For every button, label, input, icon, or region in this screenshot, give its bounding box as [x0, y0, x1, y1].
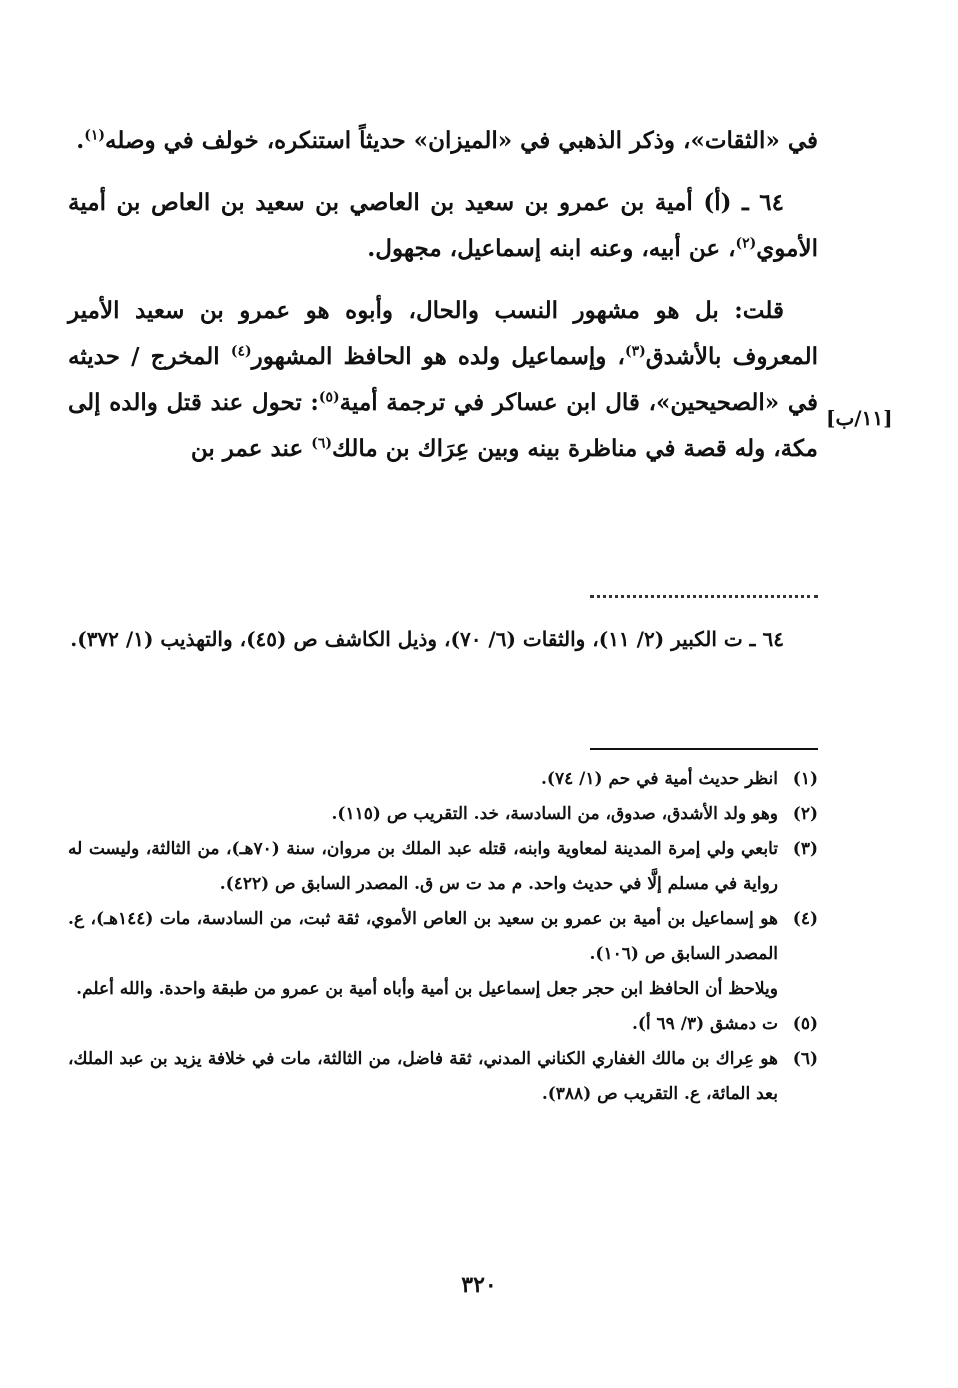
source-references: ٦٤ ـ ت الكبير (٢/ ١١)، والثقات (٦/ ٧٠)، وذيل الكاشف ص (٤٥)، والتهذيب (١/ ٣٧٢). — [70, 627, 784, 651]
entry-heading-64 — [68, 180, 818, 272]
footnotes — [68, 762, 818, 1112]
paragraph-continuation — [68, 118, 818, 164]
entry-text: ، عن أبيه، وعنه ابنه إسماعيل، مجهول. — [367, 235, 736, 262]
footnote-text: هو إسماعيل بن أمية بن عمرو بن سعيد بن العاص الأموي، ثقة ثبت، من السادسة، مات (١٤٤هـ)، ع. المصدر السابق ص (١٠٦). — [68, 909, 778, 964]
footnote — [68, 797, 818, 832]
footnote-ref-1[interactable]: (١) — [84, 127, 106, 144]
footnote — [68, 902, 818, 972]
footnote-text: وهو ولد الأشدق، صدوق، من السادسة، خد. التقريب ص (١١٥). — [331, 804, 778, 824]
footnote-number: (٥) — [792, 1014, 818, 1034]
paragraph-text: . — [76, 127, 85, 154]
footnote-number: (٤) — [792, 909, 818, 929]
paragraph-text: ، وإسماعيل ولده هو الحافظ المشهور — [251, 343, 625, 370]
commentary-paragraph — [68, 288, 818, 472]
paragraph-text: المخرج / حديثه في «الصحيحين»، قال ابن عساكر في ترجمة أمية — [68, 343, 818, 416]
footnote — [68, 832, 818, 902]
footnote-ref-3[interactable]: (٣) — [624, 343, 646, 360]
paragraph-text: عند عمر بن — [190, 435, 312, 462]
paragraph-text: في «الثقات»، وذكر الذهبي في «الميزان» حديثاً استنكره، خولف في وصله — [105, 127, 818, 154]
footnote-ref-5[interactable]: (٥) — [318, 389, 340, 406]
footnote-text: هو عِراك بن مالك الغفاري الكناني المدني، ثقة فاضل، من الثالثة، مات في خلافة يزيد بن عبد الملك، بعد المائة، ع. التقريب ص (٣٨٨). — [68, 1049, 778, 1104]
footnote — [68, 1042, 818, 1112]
footnote-number: (٢) — [792, 804, 818, 824]
footnote-text: ت دمشق (٣/ ٦٩ أ). — [631, 1014, 778, 1034]
footnote-number: (٦) — [792, 1049, 818, 1069]
dotted-separator — [590, 595, 818, 598]
footnote — [68, 1007, 818, 1042]
footnote-text: تابعي ولي إمرة المدينة لمعاوية وابنه، قتله عبد الملك بن مروان، سنة (٧٠هـ)، من الثالثة، وليست له رواية في مسلم إلَّا في حديث واحد. م مد ت س ق. المصدر السابق ص (٤٢٢). — [68, 839, 778, 894]
footnote-ref-4[interactable]: (٤) — [230, 343, 252, 360]
page-number: ٣٢٠ — [461, 1272, 497, 1298]
footnote-number: (١) — [792, 769, 818, 789]
paragraph-text: قلت: بل هو مشهور النسب والحال، وأبوه هو عمرو بن سعيد الأمير المعروف بالأشدق — [68, 297, 819, 370]
footnote-ref-6[interactable]: (٦) — [311, 435, 332, 452]
footnote-text: انظر حديث أمية في حم (١/ ٧٤). — [541, 769, 778, 789]
paragraph-text: : تحول عند قتل والده إلى مكة، وله قصة في مناظرة بينه وبين عِرَاك بن مالك — [68, 389, 818, 462]
manuscript-folio-marker: [١١/ب] — [826, 406, 893, 430]
footnote-ref-2[interactable]: (٢) — [735, 235, 757, 252]
footnote-text-continued: ويلاحظ أن الحافظ ابن حجر جعل إسماعيل بن أمية وأباه أمية بن عمرو من طبقة واحدة. والله أعلم. — [76, 979, 778, 999]
footnote — [68, 762, 818, 797]
entry-text: ٦٤ ـ (أ) أمية بن عمرو بن سعيد بن العاصي بن سعيد بن العاص بن أمية الأموي — [68, 189, 818, 262]
footnote-rule — [590, 748, 818, 750]
footnote-number: (٣) — [792, 839, 818, 859]
main-text — [68, 118, 818, 488]
